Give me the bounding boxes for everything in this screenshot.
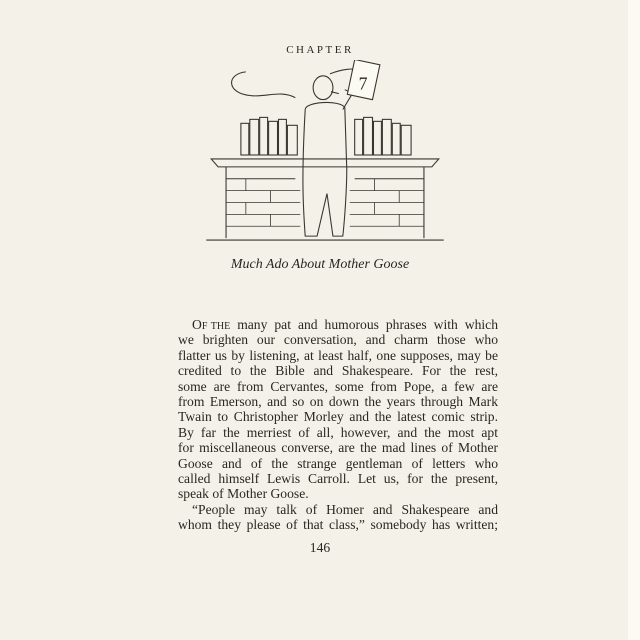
first-line-row	[178, 317, 498, 332]
chapter-heading: CHAPTER	[286, 44, 354, 56]
text-line: Goose and of the strange gentleman of letters who	[178, 455, 498, 471]
book-shelf-left	[241, 117, 297, 155]
text-line: “People may talk of Homer and Shakespeare and	[192, 501, 498, 517]
text-line: we brighten our conversation, and charm those who	[178, 332, 498, 348]
text-line: flatter us by listening, at least half, one supposes, may be	[178, 347, 498, 363]
chapter-number: 7	[358, 73, 368, 94]
man-figure	[303, 76, 355, 236]
text-line: whom they please of that class,” somebody has written;	[178, 517, 498, 533]
text-line: called himself Lewis Carroll. Let us, for the present,	[178, 470, 498, 486]
text-line: for miscellaneous converse, are the mad lines of Mother	[178, 440, 498, 456]
chapter-title: Much Ado About Mother Goose	[230, 257, 410, 272]
text-line: many pat and humorous phrases with which	[230, 317, 498, 332]
text-line: some are from Cervantes, some from Pope, a few are	[178, 378, 498, 394]
page-number: 146	[309, 540, 331, 555]
lead-in: Of the	[192, 317, 231, 332]
chapter-illustration	[205, 60, 445, 248]
body-text	[178, 317, 498, 532]
text-line: By far the merriest of all, however, and the most apt	[178, 424, 498, 440]
text-line: Twain to Christopher Morley and the latest comic strip.	[178, 409, 498, 425]
book-shelf-right	[355, 117, 411, 155]
text-line: from Emerson, and so on down the years through Mark	[178, 393, 498, 409]
text-line: speak of Mother Goose.	[178, 486, 309, 502]
text-line: credited to the Bible and Shakespeare. For the rest,	[178, 363, 498, 379]
